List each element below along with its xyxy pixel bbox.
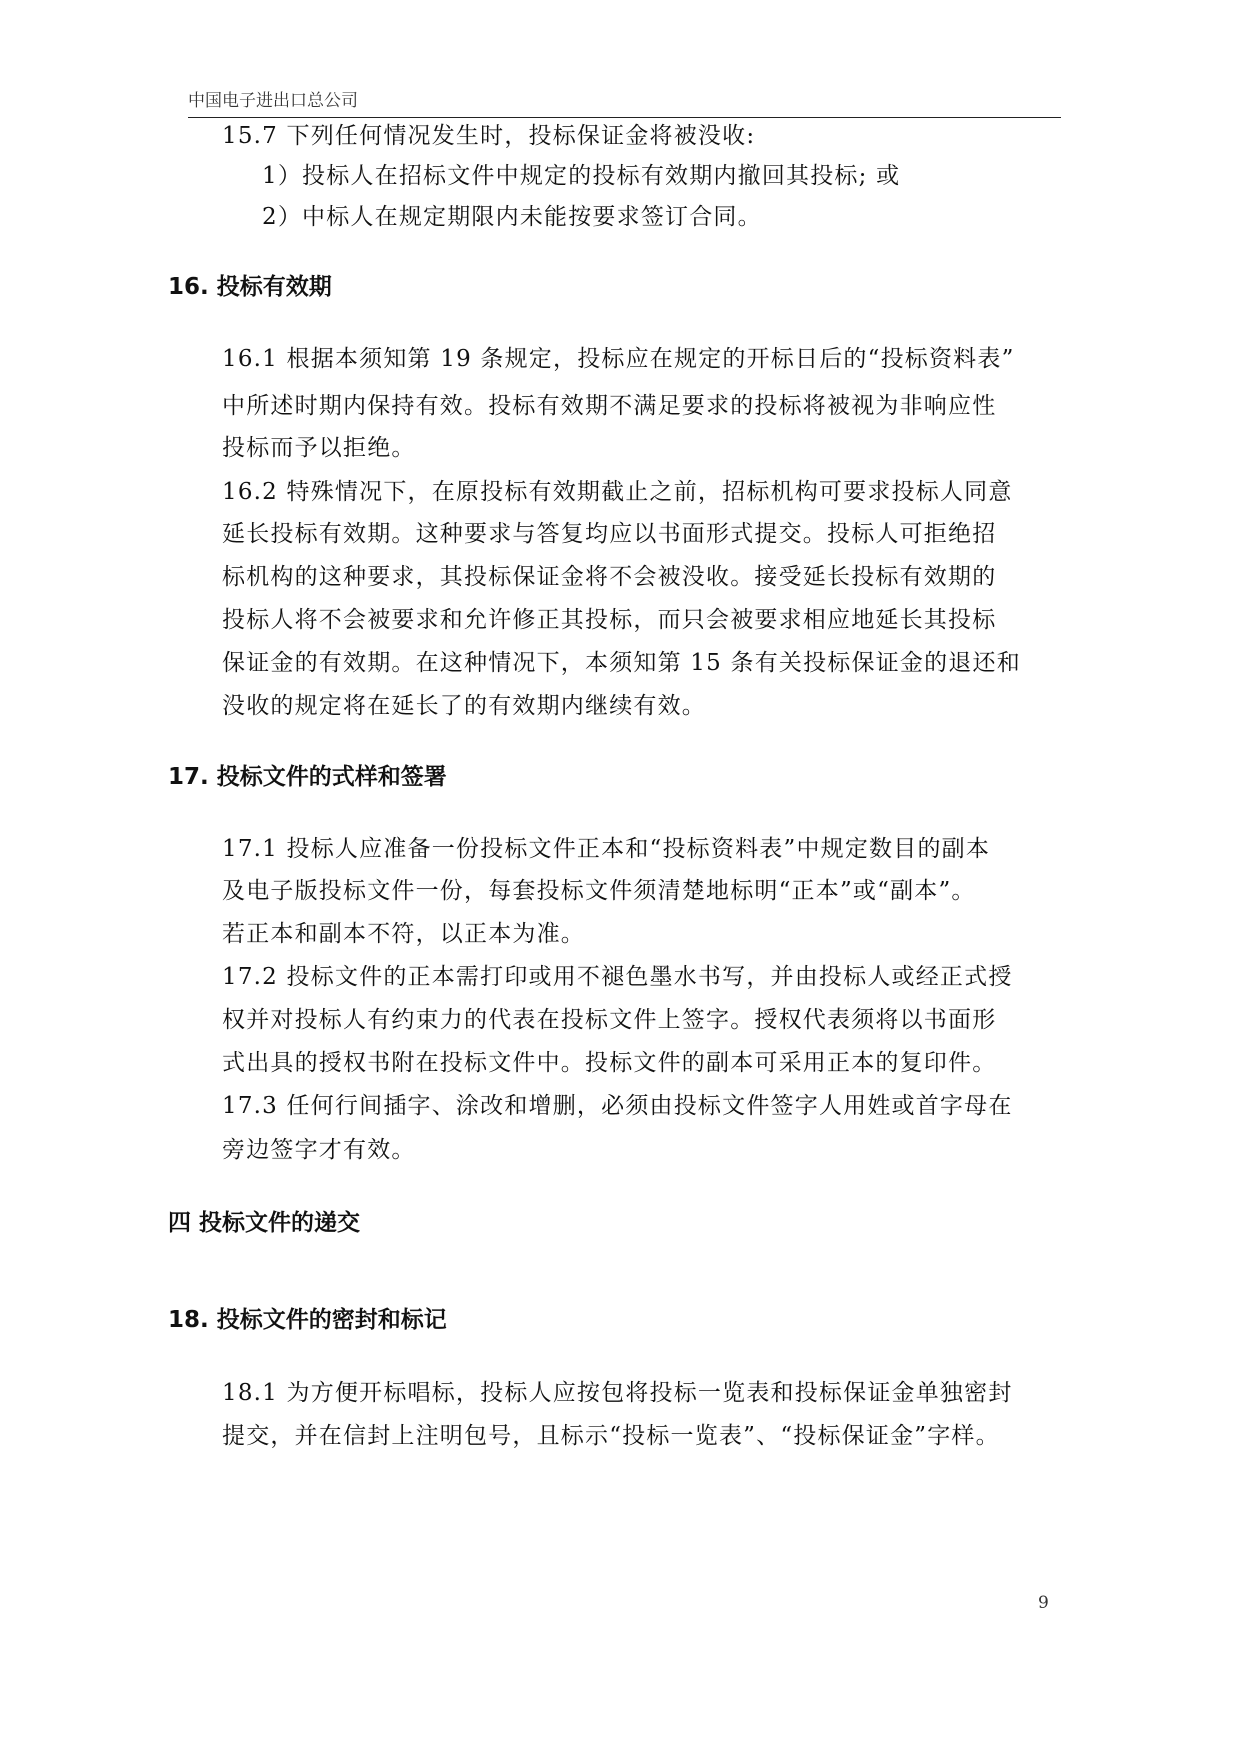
clause-17-3-line: 旁边签字才有效。 — [222, 1137, 416, 1163]
clause-17-2-line: 权并对投标人有约束力的代表在投标文件上签字。授权代表须将以书面形 — [222, 1007, 997, 1033]
clause-16-2-line: 保证金的有效期。在这种情况下，本须知第 15 条有关投标保证金的退还和 — [222, 650, 1021, 676]
clause-17-2-line: 17.2 投标文件的正本需打印或用不褪色墨水书写，并由投标人或经正式授 — [222, 964, 1013, 990]
clause-18-1-line: 18.1 为方便开标唱标，投标人应按包将投标一览表和投标保证金单独密封 — [222, 1380, 1013, 1406]
clause-16-1-line: 中所述时期内保持有效。投标有效期不满足要求的投标将被视为非响应性 — [222, 393, 997, 419]
clause-15-7-item-2: 2）中标人在规定期限内未能按要求签订合同。 — [262, 204, 762, 230]
clause-17-1-line: 及电子版投标文件一份，每套投标文件须清楚地标明“正本”或“副本”。 — [222, 878, 976, 904]
clause-16-1-line: 16.1 根据本须知第 19 条规定，投标应在规定的开标日后的“投标资料表” — [222, 346, 1015, 372]
section-18-heading: 18. 投标文件的密封和标记 — [168, 1307, 447, 1333]
document-header: 中国电子进出口总公司 — [188, 86, 1061, 118]
clause-17-3-line: 17.3 任何行间插字、涂改和增删，必须由投标文件签字人用姓或首字母在 — [222, 1093, 1013, 1119]
clause-15-7-intro: 15.7 下列任何情况发生时，投标保证金将被没收: — [222, 123, 756, 149]
clause-17-1-line: 17.1 投标人应准备一份投标文件正本和“投标资料表”中规定数目的副本 — [222, 836, 991, 862]
clause-17-1-line: 若正本和副本不符，以正本为准。 — [222, 921, 585, 947]
clause-17-2-line: 式出具的授权书附在投标文件中。投标文件的副本可采用正本的复印件。 — [222, 1050, 997, 1076]
clause-16-2-line: 投标人将不会被要求和允许修正其投标，而只会被要求相应地延长其投标 — [222, 607, 997, 633]
part-4-heading: 四 投标文件的递交 — [168, 1210, 361, 1236]
clause-16-2-line: 延长投标有效期。这种要求与答复均应以书面形式提交。投标人可拒绝招 — [222, 521, 997, 547]
section-17-heading: 17. 投标文件的式样和签署 — [168, 764, 447, 790]
clause-18-1-line: 提交，并在信封上注明包号，且标示“投标一览表”、“投标保证金”字样。 — [222, 1423, 1000, 1449]
clause-16-2-line: 没收的规定将在延长了的有效期内继续有效。 — [222, 693, 706, 719]
page-number: 9 — [1038, 1593, 1049, 1613]
section-16-heading: 16. 投标有效期 — [168, 274, 332, 300]
clause-16-1-line: 投标而予以拒绝。 — [222, 435, 416, 461]
clause-16-2-line: 16.2 特殊情况下，在原投标有效期截止之前，招标机构可要求投标人同意 — [222, 479, 1013, 505]
clause-16-2-line: 标机构的这种要求，其投标保证金将不会被没收。接受延长投标有效期的 — [222, 564, 997, 590]
clause-15-7-item-1: 1）投标人在招标文件中规定的投标有效期内撤回其投标; 或 — [262, 163, 901, 189]
